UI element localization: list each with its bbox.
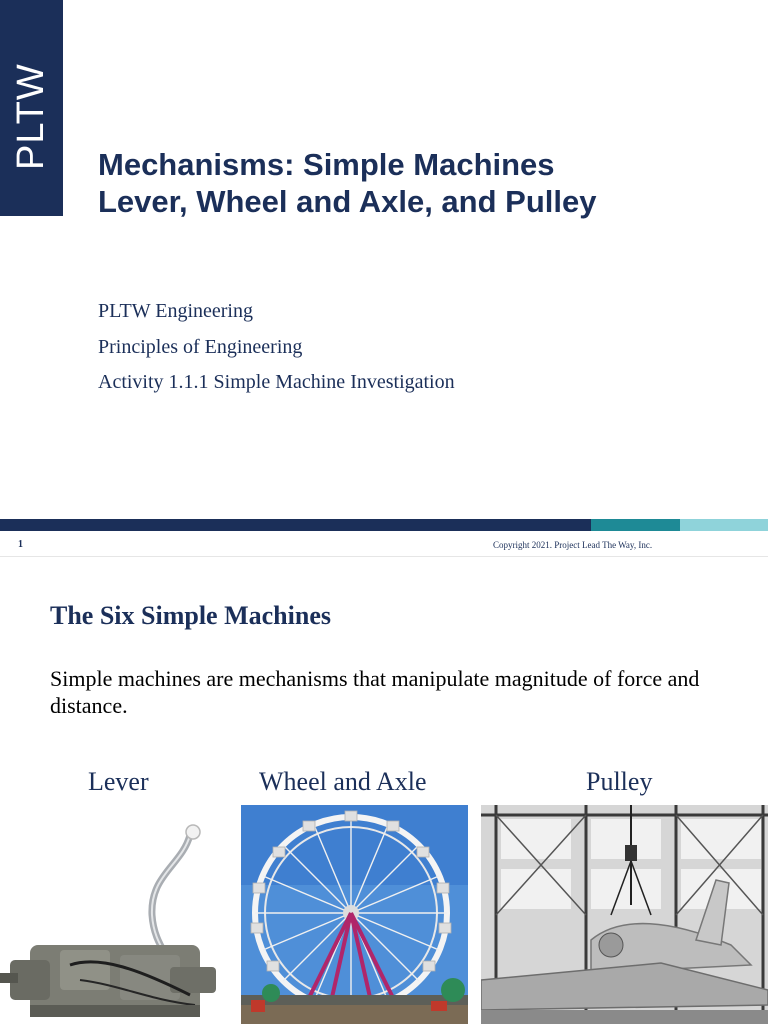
slide-2-title: The Six Simple Machines bbox=[50, 601, 331, 630]
subtitle-course: Principles of Engineering bbox=[98, 336, 303, 358]
ferris-wheel-photo bbox=[241, 805, 468, 1024]
gear-shift-lever-photo bbox=[0, 805, 232, 1024]
subtitle-activity: Activity 1.1.1 Simple Machine Investigation bbox=[98, 371, 455, 393]
pltw-logo-bar bbox=[0, 0, 63, 216]
hangar-aircraft-pulley-photo bbox=[481, 805, 768, 1024]
footer-bar-teal bbox=[591, 519, 680, 531]
slide-2-body: Simple machines are mechanisms that manipulate magnitude of force and distance. bbox=[50, 666, 700, 718]
footer-bar-navy bbox=[0, 519, 591, 531]
pltw-logo-text: PLTW bbox=[10, 63, 52, 170]
label-wheel-and-axle: Wheel and Axle bbox=[259, 767, 427, 796]
label-lever: Lever bbox=[88, 767, 149, 796]
page-number: 1 bbox=[18, 539, 23, 550]
subtitle-program: PLTW Engineering bbox=[98, 300, 253, 322]
title-line-1: Mechanisms: Simple Machines bbox=[98, 147, 555, 182]
title-line-2: Lever, Wheel and Axle, and Pulley bbox=[98, 184, 597, 219]
footer-bar-light bbox=[680, 519, 768, 531]
copyright-text: Copyright 2021. Project Lead The Way, Inc. bbox=[493, 540, 653, 550]
slide-title bbox=[98, 146, 596, 220]
slide-2 bbox=[0, 557, 768, 1024]
label-pulley: Pulley bbox=[586, 767, 653, 796]
